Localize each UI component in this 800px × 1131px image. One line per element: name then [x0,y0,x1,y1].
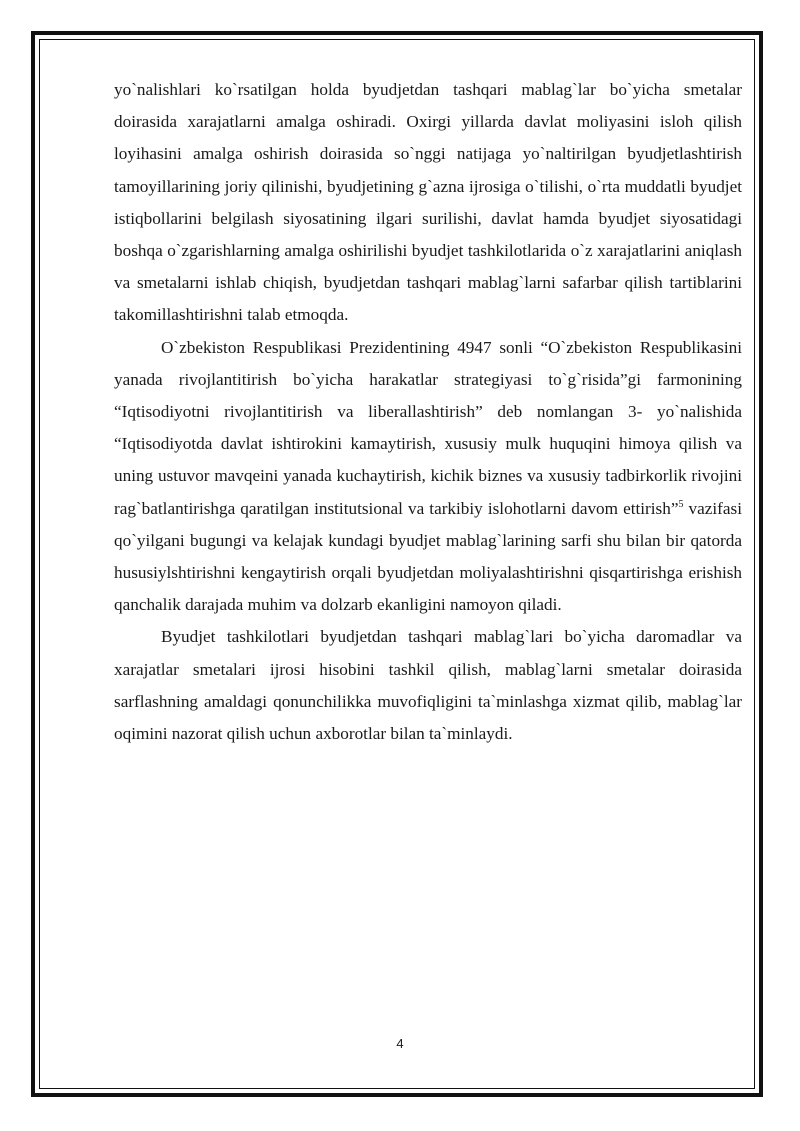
footnote-reference[interactable]: 5 [678,498,684,510]
paragraph-2 [114,332,742,622]
paragraph-2-text-before-footnote: O`zbekiston Respublikasi Prezidentining 4947 sonli “O`zbekiston Respublikasini yanada rivojlantitirish bo`yicha harakatlar strategiyasi to`g`risida”gi farmonining “Iqtisodiyotni rivojlantitirish va liberallashtirish” deb nomlangan 3- yo`nalishida “Iqtisodiyotda davlat ishtirokini kamaytirish, xususiy mulk huquqini himoya qilish va uning ustuvor mavqeini yanada kuchaytirish, kichik biznes va xususiy tadbirkorlik rivojini rag`batlantirishga qaratilgan institutsional va tarkibiy islohotlarni davom ettirish” [114,337,742,518]
paragraph-3: Byudjet tashkilotlari byudjetdan tashqari mablag`lari bo`yicha daromadlar va xarajatlar smetalari ijrosi hisobini tashkil qilish, mablag`larni smetalar doirasida sarflashning amaldagi qonunchilikka muvofiqligini ta`minlashga xizmat qilib, mablag`lar oqimini nazorat qilish uchun axborotlar bilan ta`minlaydi. [114,627,742,744]
document-body [114,74,742,750]
paragraph-2-text-after-footnote: vazifasi qo`yilgani bugungi va kelajak kundagi byudjet mablag`larining sarfi shu bilan bir qatorda hususiylshtirishni kengaytirish orqali byudjetdan moliyalashtirishni qisqartirishga erishish qanchalik darajada muhim va dolzarb ekanligini namoyon qiladi. [114,498,742,615]
paragraph-1: yo`nalishlari ko`rsatilgan holda byudjetdan tashqari mablag`lar bo`yicha smetalar doirasida xarajatlarni amalga oshiradi. Oxirgi yillarda davlat moliyasini isloh qilish loyihasini amalga oshirish doirasida so`nggi natijaga yo`naltirilgan byudjetlashtirish tamoyillarining joriy qilinishi, byudjetining g`azna ijrosiga o`tilishi, o`rta muddatli byudjet istiqbollarini belgilash siyosatining ilgari surilishi, davlat hamda byudjet siyosatidagi boshqa o`zgarishlarning amalga oshirilishi byudjet tashkilotlarida o`z xarajatlarini aniqlash va smetalarni ishlab chiqish, byudjetdan tashqari mablag`larni safarbar qilish tartiblarini takomillashtirishni talab etmoqda. [114,80,742,325]
page-number: 4 [396,1036,404,1051]
